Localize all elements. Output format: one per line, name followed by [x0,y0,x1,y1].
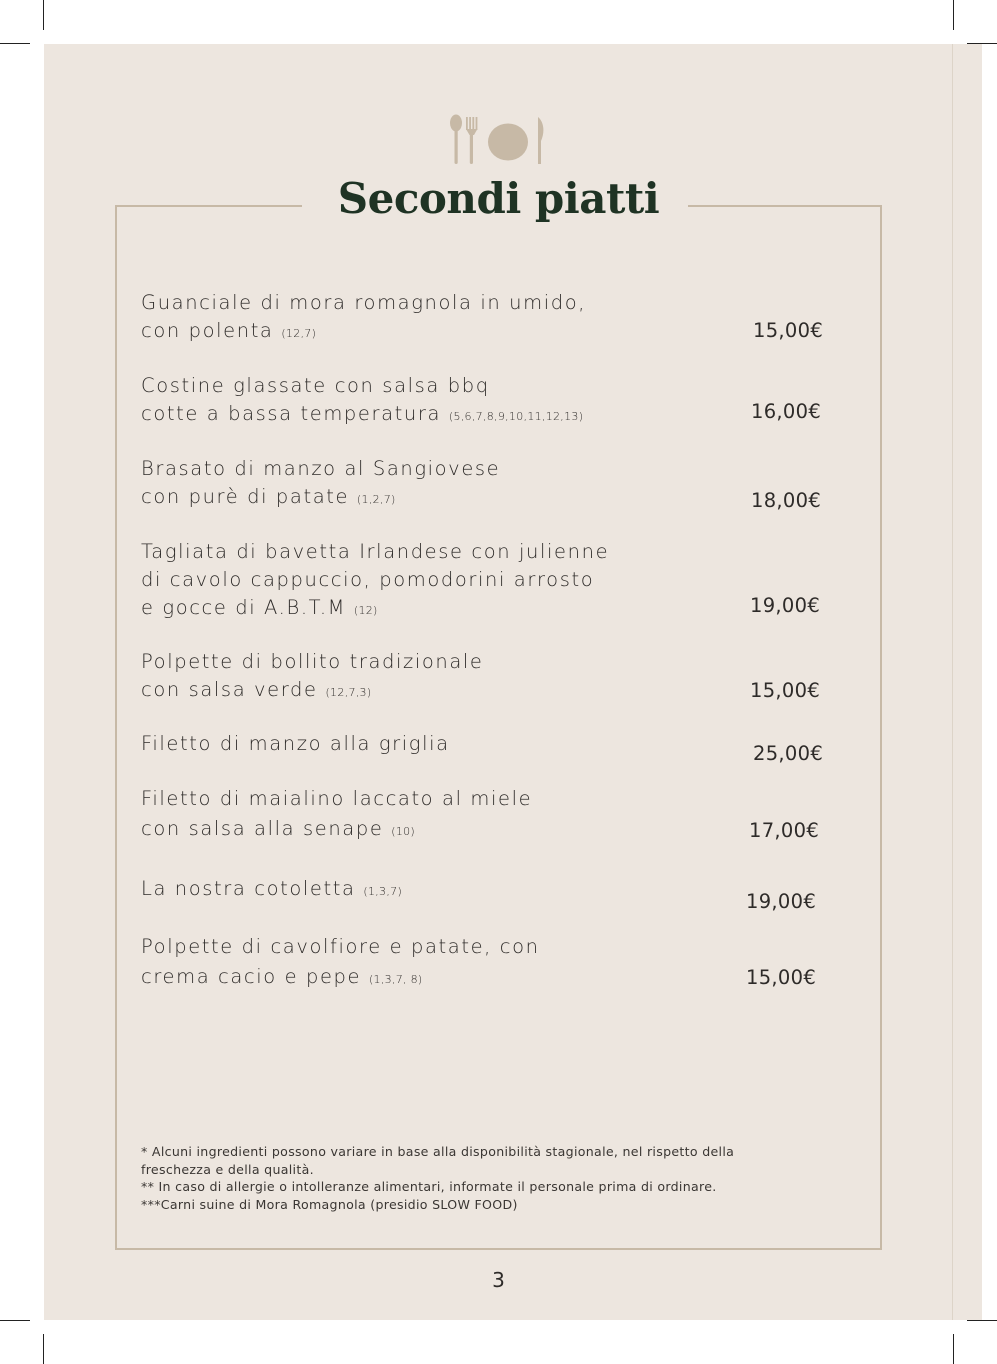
menu-item [141,648,484,707]
dish-price: 16,00€ [751,400,822,423]
cutlery-plate-icon [446,114,552,166]
dish-name: Brasato di manzo al Sangiovese [141,457,501,480]
dish-name: e gocce di A.B.T.M (12) [141,596,378,619]
footnote: * Alcuni ingredienti possono variare in base alla disponibilità stagionale, nel rispetto della [141,1144,735,1159]
allergen-codes: (1,3,7) [363,885,403,898]
allergen-codes: (1,2,7) [356,493,396,506]
menu-item [141,785,532,846]
allergen-codes: (12) [353,604,378,617]
dish-name: Filetto di maialino laccato al miele [141,787,533,810]
menu-item [141,289,586,348]
footnote: freschezza e della qualità. [141,1161,314,1177]
crop-mark [953,0,954,30]
allergen-codes: (5,6,7,8,9,10,11,12,13) [448,410,584,423]
page-title: Secondi piatti [337,174,660,223]
footnotes [141,1143,821,1213]
crop-mark [967,1320,997,1321]
dish-name: Tagliata di bavetta Irlandese con julienne [141,540,610,563]
dish-name: Polpette di bollito tradizionale [141,650,484,673]
frame-bottom [115,1248,882,1250]
dish-name: La nostra cotoletta (1,3,7) [141,877,403,900]
dish-name: cotte a bassa temperatura (5,6,7,8,9,10,11,12,13) [141,402,584,425]
dish-price: 15,00€ [753,319,824,342]
menu-item [141,538,609,625]
allergen-codes: (1,3,7, 8) [368,973,423,986]
menu-item [141,875,402,906]
crop-mark [43,1334,44,1364]
crop-mark [0,43,30,44]
dish-name: Polpette di cavolfiore e patate, con [141,935,540,958]
dish-name: con purè di patate (1,2,7) [141,485,396,508]
dish-price: 25,00€ [753,742,824,765]
dish-price: 15,00€ [746,966,817,989]
footnote: ** In caso di allergie o intolleranze alimentari, informate il personale prima di ordinare. [141,1179,717,1194]
footnote: ***Carni suine di Mora Romagnola (presidio SLOW FOOD) [141,1196,518,1212]
dish-price: 15,00€ [750,679,821,702]
crop-mark [0,1320,30,1321]
page-edge [952,44,953,1320]
dish-name: con salsa verde (12,7,3) [141,678,372,701]
dish-price: 19,00€ [750,594,821,617]
frame-right [880,205,882,1250]
menu-item [141,933,540,994]
menu-item [141,455,500,514]
dish-name: Filetto di manzo alla griglia [141,732,450,755]
menu-item [141,730,450,758]
dish-name: crema cacio e pepe (1,3,7, 8) [141,965,423,988]
allergen-codes: (12,7,3) [325,686,372,699]
dish-name: di cavolo cappuccio, pomodorini arrosto [141,568,595,591]
allergen-codes: (10) [391,825,416,838]
dish-name: Guanciale di mora romagnola in umido, [141,291,587,314]
crop-mark [953,1334,954,1364]
dish-name: Costine glassate con salsa bbq [141,374,490,397]
menu-item [141,372,583,431]
dish-price: 19,00€ [746,890,817,913]
page-number: 3 [492,1268,505,1292]
frame-left [115,205,117,1250]
dish-price: 18,00€ [751,489,822,512]
dish-price: 17,00€ [749,819,820,842]
dish-name: con salsa alla senape (10) [141,817,416,840]
dish-name: con polenta (12,7) [141,319,317,342]
allergen-codes: (12,7) [281,327,317,340]
crop-mark [43,0,44,30]
